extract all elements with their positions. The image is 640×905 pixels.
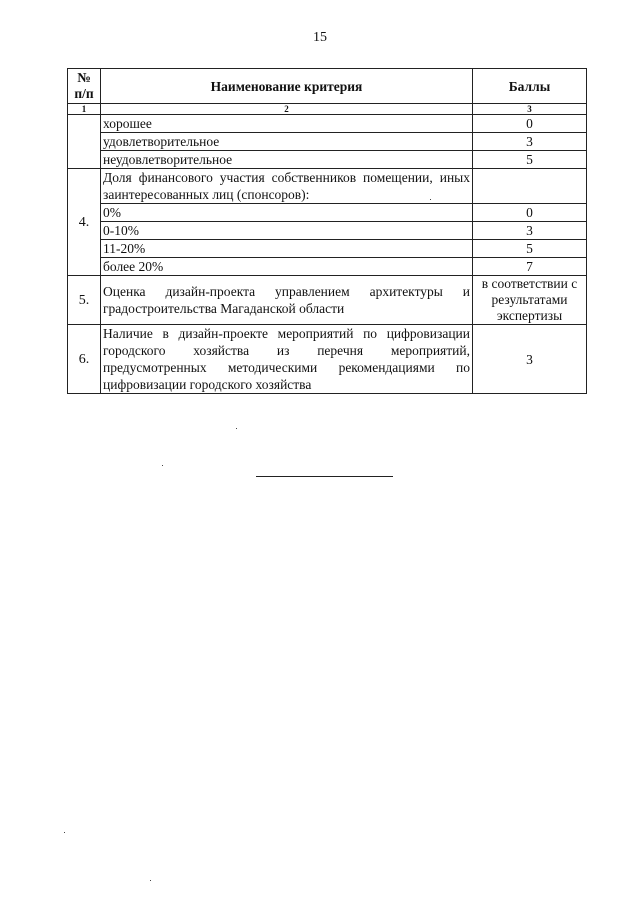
column-number-2: 2 — [101, 104, 473, 115]
column-number-3: 3 — [473, 104, 587, 115]
score-cell: 0 — [473, 115, 587, 133]
score-cell: 7 — [473, 258, 587, 276]
score-cell: 5 — [473, 240, 587, 258]
criterion-option: 0% — [101, 204, 473, 222]
score-cell: 3 — [473, 222, 587, 240]
table-row — [68, 115, 587, 133]
criterion-option: неудовлетворительное — [101, 151, 473, 169]
row-number: 5. — [68, 276, 101, 325]
closing-rule — [256, 476, 393, 477]
header-name: Наименование критерия — [101, 69, 473, 104]
table-row — [68, 204, 587, 222]
score-cell: 5 — [473, 151, 587, 169]
criterion-option: более 20% — [101, 258, 473, 276]
table-row — [68, 276, 587, 325]
scan-speck — [236, 428, 237, 429]
table-row — [68, 169, 587, 204]
criterion-text: Оценка дизайн-проекта управлением архитектуры и градостроительства Магаданской области — [101, 276, 473, 325]
criterion-option: 11-20% — [101, 240, 473, 258]
score-cell: 0 — [473, 204, 587, 222]
scan-speck — [162, 465, 163, 466]
scan-speck — [64, 832, 65, 833]
column-number-1: 1 — [68, 104, 101, 115]
scan-speck — [430, 199, 431, 200]
scan-speck — [150, 880, 151, 881]
table-row — [68, 133, 587, 151]
score-text: в соответствии с результатами экспертизы — [481, 276, 578, 323]
table-row — [68, 222, 587, 240]
table-row — [68, 151, 587, 169]
criteria-table — [67, 68, 587, 394]
table-row — [68, 258, 587, 276]
score-cell: 3 — [473, 133, 587, 151]
group-a-num-cell — [68, 115, 101, 169]
score-cell — [473, 276, 587, 325]
row-number: 6. — [68, 325, 101, 394]
criterion-option: удовлетворительное — [101, 133, 473, 151]
table-row — [68, 240, 587, 258]
header-row — [68, 69, 587, 104]
score-cell: 3 — [473, 325, 587, 394]
column-numbers-row — [68, 104, 587, 115]
row-number: 4. — [68, 169, 101, 276]
page-number: 15 — [313, 30, 327, 45]
criterion-text: Наличие в дизайн-проекте мероприятий по цифровизации городского хозяйства из перечня мероприятий, предусмотренных методическими рекомендациями по цифровизации городского хозяйства — [101, 325, 473, 394]
score-cell-empty — [473, 169, 587, 204]
table-row — [68, 325, 587, 394]
criterion-option: 0-10% — [101, 222, 473, 240]
criterion-title: Доля финансового участия собственников помещении, иных заинтересованных лиц (спонсоров): — [101, 169, 473, 204]
header-score: Баллы — [473, 69, 587, 104]
header-num: № п/п — [68, 69, 101, 104]
criterion-option: хорошее — [101, 115, 473, 133]
